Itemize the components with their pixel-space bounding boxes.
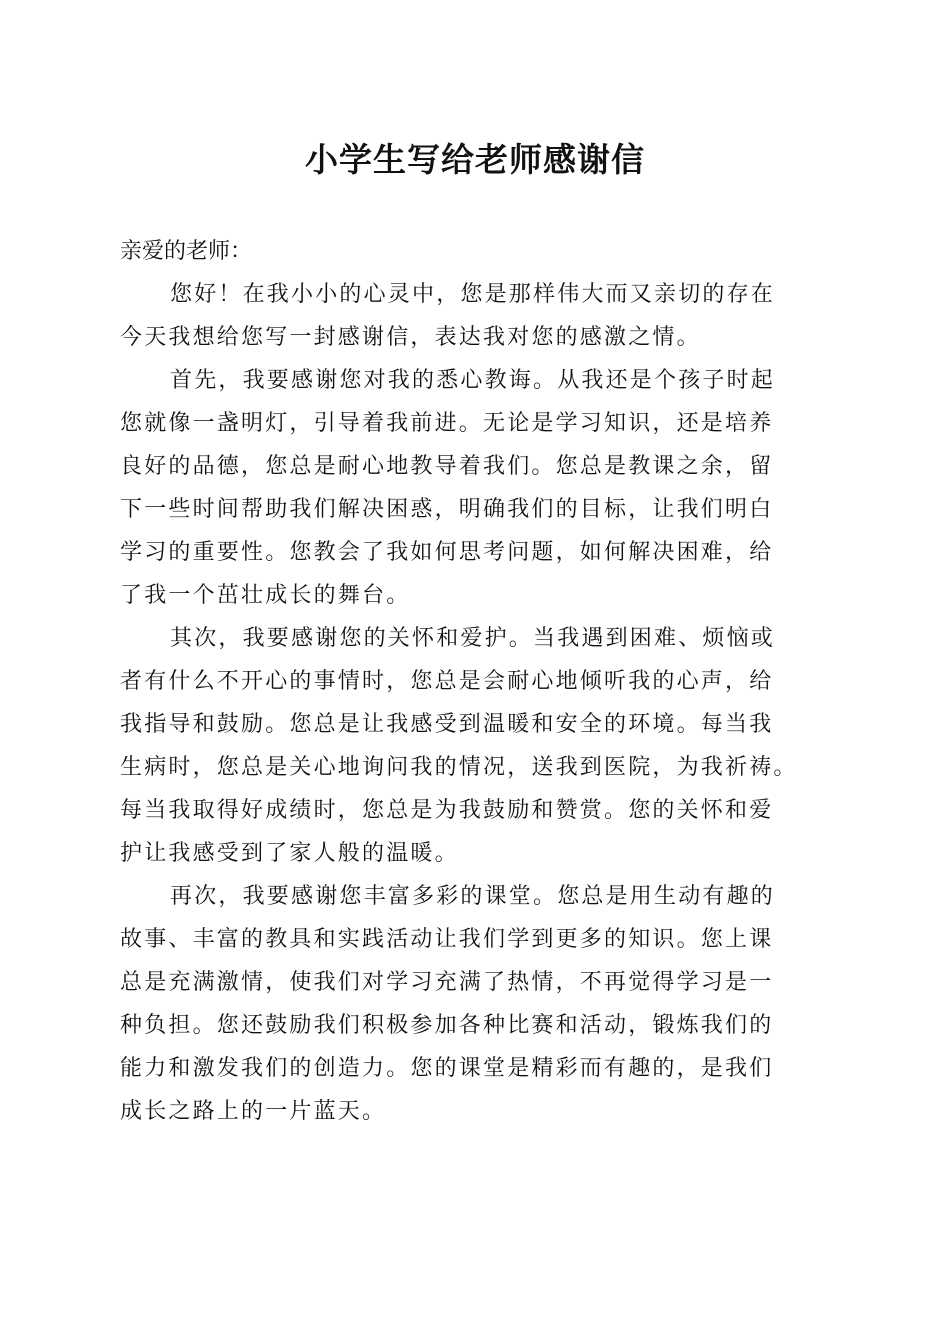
text-line: 良好的品德，您总是耐心地教导着我们。您总是教课之余，留 — [120, 454, 774, 479]
paragraph-teaching — [120, 359, 860, 617]
paragraph-classroom — [120, 875, 860, 1133]
salutation: 亲爱的老师： — [120, 239, 253, 264]
text-line: 总是充满激情，使我们对学习充满了热情，不再觉得学习是一 — [120, 970, 774, 995]
paragraph-greeting — [120, 273, 860, 359]
text-line: 学习的重要性。您教会了我如何思考问题，如何解决困难，给 — [120, 540, 774, 565]
text-line: 再次，我要感谢您丰富多彩的课堂。您总是用生动有趣的 — [170, 884, 776, 909]
text-line: 您就像一盏明灯，引导着我前进。无论是学习知识，还是培养 — [120, 411, 774, 436]
text-line: 生病时，您总是关心地询问我的情况，送我到医院，为我祈祷。 — [120, 755, 798, 780]
text-line: 种负担。您还鼓励我们积极参加各种比赛和活动，锻炼我们的 — [120, 1013, 774, 1038]
text-line: 了我一个茁壮成长的舞台。 — [120, 583, 411, 608]
text-line: 下一些时间帮助我们解决困惑，明确我们的目标，让我们明白 — [120, 497, 774, 522]
text-line: 护让我感受到了家人般的温暖。 — [120, 841, 459, 866]
letter-body — [120, 230, 860, 1133]
text-line: 能力和激发我们的创造力。您的课堂是精彩而有趣的，是我们 — [120, 1056, 774, 1081]
text-line: 每当我取得好成绩时，您总是为我鼓励和赞赏。您的关怀和爱 — [120, 798, 774, 823]
text-line: 首先，我要感谢您对我的悉心教诲。从我还是个孩子时起 — [170, 368, 776, 393]
text-line: 成长之路上的一片蓝天。 — [120, 1099, 387, 1124]
text-line: 今天我想给您写一封感谢信，表达我对您的感激之情。 — [120, 325, 701, 350]
document-title: 小学生写给老师感谢信 — [305, 140, 645, 179]
text-line: 我指导和鼓励。您总是让我感受到温暖和安全的环境。每当我 — [120, 712, 774, 737]
text-line: 其次，我要感谢您的关怀和爱护。当我遇到困难、烦恼或 — [170, 626, 776, 651]
text-line: 故事、丰富的教具和实践活动让我们学到更多的知识。您上课 — [120, 927, 774, 952]
text-line: 您好！在我小小的心灵中，您是那样伟大而又亲切的存在 — [170, 282, 776, 307]
paragraph-care — [120, 617, 860, 875]
text-line: 者有什么不开心的事情时，您总是会耐心地倾听我的心声，给 — [120, 669, 774, 694]
